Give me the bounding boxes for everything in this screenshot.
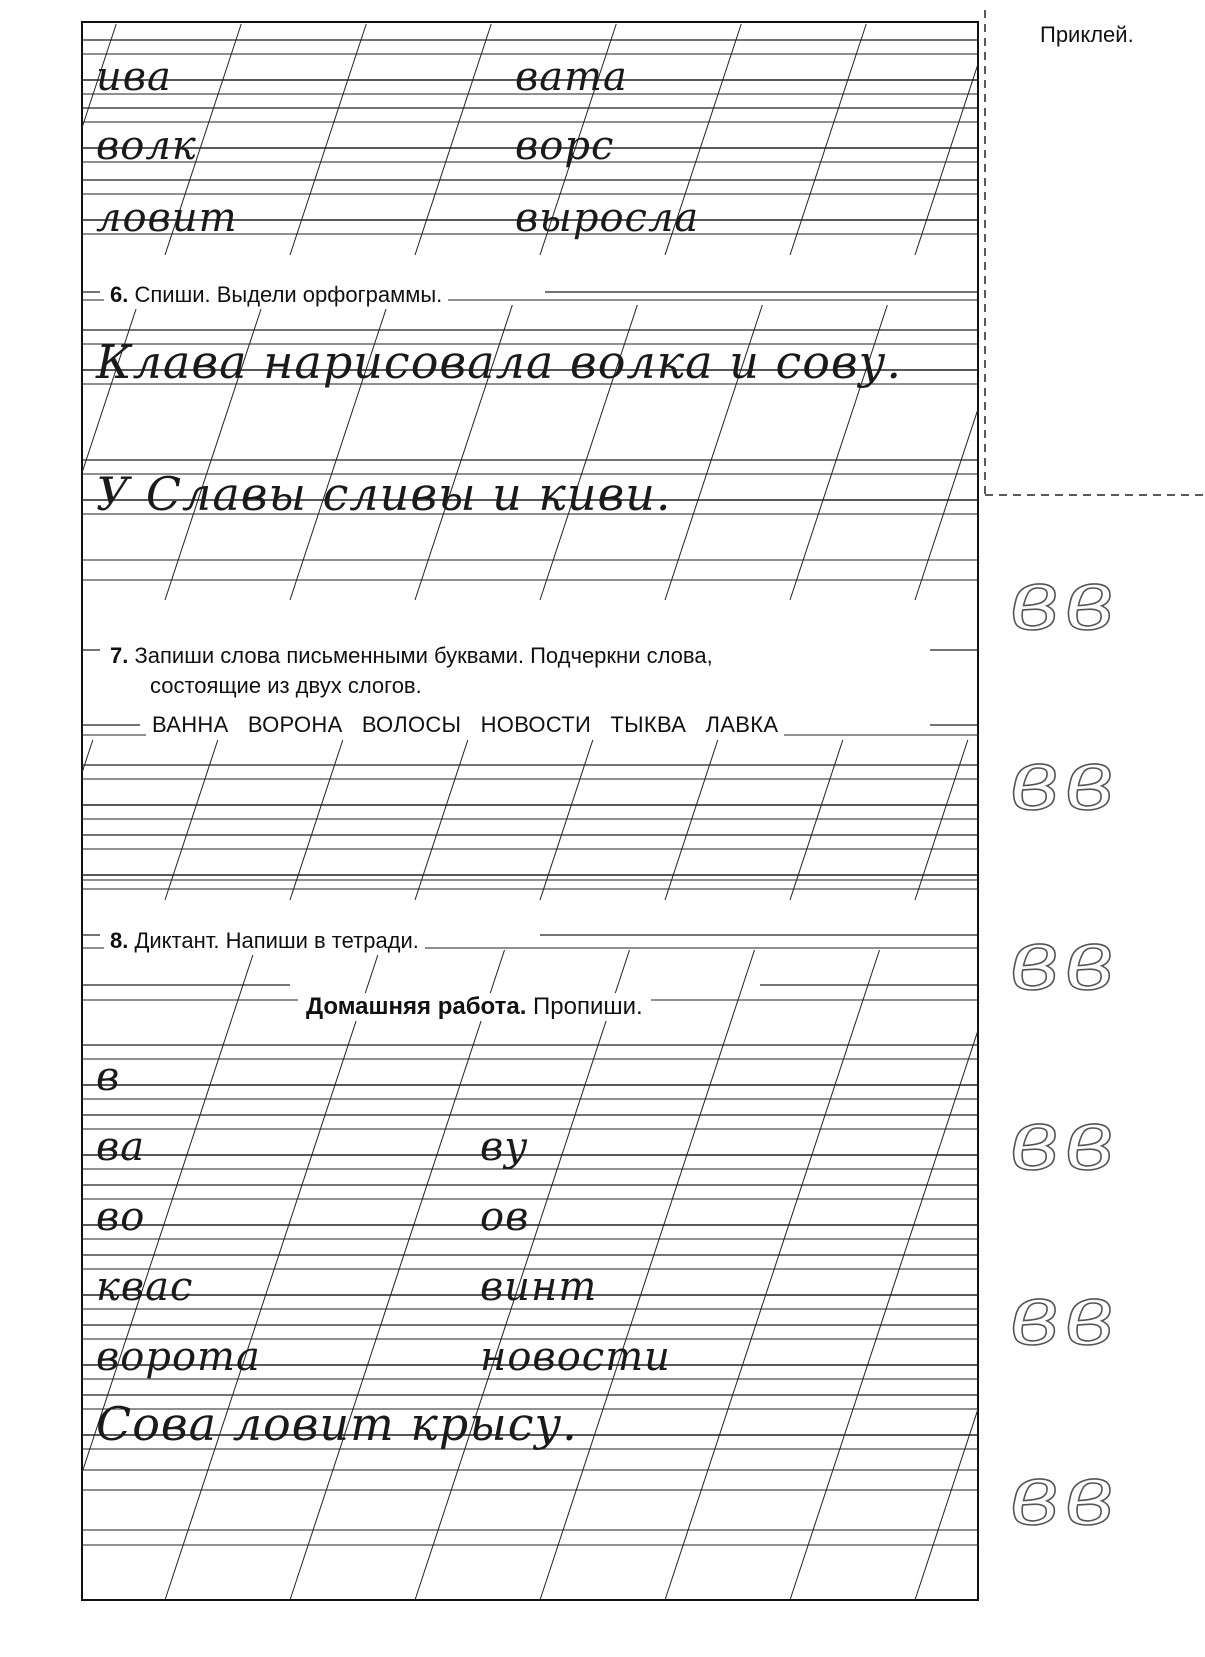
task-8-text: Диктант. Напиши в тетради. [134, 928, 419, 953]
top-word-left-1: ива [96, 54, 172, 100]
task-6-instruction [104, 281, 448, 309]
slant-line [665, 740, 718, 900]
homework-title: Домашняя работа. [306, 993, 527, 1020]
slant-line [915, 740, 968, 900]
task-7-word: НОВОСТИ [480, 712, 592, 737]
homework-right-2: ов [480, 1194, 530, 1240]
top-word-left-2: волк [96, 123, 197, 169]
attach-label: Приклей. [1040, 22, 1134, 47]
letter-sample-2: вв [1010, 731, 1120, 829]
slant-line [540, 740, 593, 900]
homework-single-letter: в [96, 1054, 121, 1100]
slant-line [790, 1030, 978, 1600]
slant-line [915, 1409, 978, 1600]
task-7-word: ЛАВКА [705, 712, 779, 737]
slant-line [82, 740, 93, 773]
task-7-instruction [104, 642, 719, 670]
task-6-line-2: У Славы сливы и киви. [96, 467, 672, 521]
homework-left-2: во [96, 1194, 146, 1240]
task-7-word: ВОЛОСЫ [361, 712, 462, 737]
task-7-word: ТЫКВА [610, 712, 687, 737]
slant-line [290, 740, 343, 900]
homework-sentence: Сова ловит крысу. [96, 1397, 578, 1451]
task-6-number: 6. [110, 282, 129, 307]
homework-heading [298, 993, 651, 1021]
slant-line [165, 950, 380, 1600]
letter-sample-3: вв [1010, 911, 1120, 1009]
homework-text: Пропиши. [533, 993, 643, 1020]
task-7-number: 7. [110, 643, 129, 668]
task-7-word: ВАННА [152, 712, 229, 737]
homework-left-1: ва [96, 1124, 146, 1170]
top-word-right-3: выросла [515, 195, 700, 241]
letter-sample-4: вв [1010, 1091, 1120, 1189]
letter-sample-5: вв [1010, 1266, 1120, 1364]
letter-sample-1: вв [1010, 551, 1120, 649]
slant-line [790, 740, 843, 900]
homework-left-4: ворота [96, 1334, 261, 1380]
task-8-instruction [104, 927, 425, 955]
slant-line [290, 950, 505, 1600]
task-7-text-line-2: состоящие из двух слогов. [144, 672, 428, 700]
slant-line [415, 740, 468, 900]
slant-line [915, 409, 978, 600]
slant-line [165, 740, 218, 900]
slant-line [665, 950, 880, 1600]
task-6-line-1: Клава нарисовала волка и сову. [96, 335, 902, 389]
task-8-number: 8. [110, 928, 129, 953]
homework-right-1: ву [480, 1124, 529, 1170]
task-7-text-line-1: Запиши слова письменными буквами. Подчеркни слова, [134, 643, 713, 668]
task-7-word-list [146, 712, 784, 738]
task-7-word: ВОРОНА [247, 712, 343, 737]
homework-right-3: винт [480, 1264, 598, 1310]
task-6-text: Спиши. Выдели орфограммы. [134, 282, 443, 307]
letter-sample-6: вв [1010, 1446, 1120, 1544]
homework-right-4: новости [480, 1334, 671, 1380]
top-word-left-3: ловит [96, 195, 238, 241]
homework-left-3: квас [96, 1264, 194, 1310]
slant-line [915, 64, 978, 255]
top-word-right-2: ворс [515, 123, 615, 169]
top-word-right-1: вата [515, 54, 628, 100]
